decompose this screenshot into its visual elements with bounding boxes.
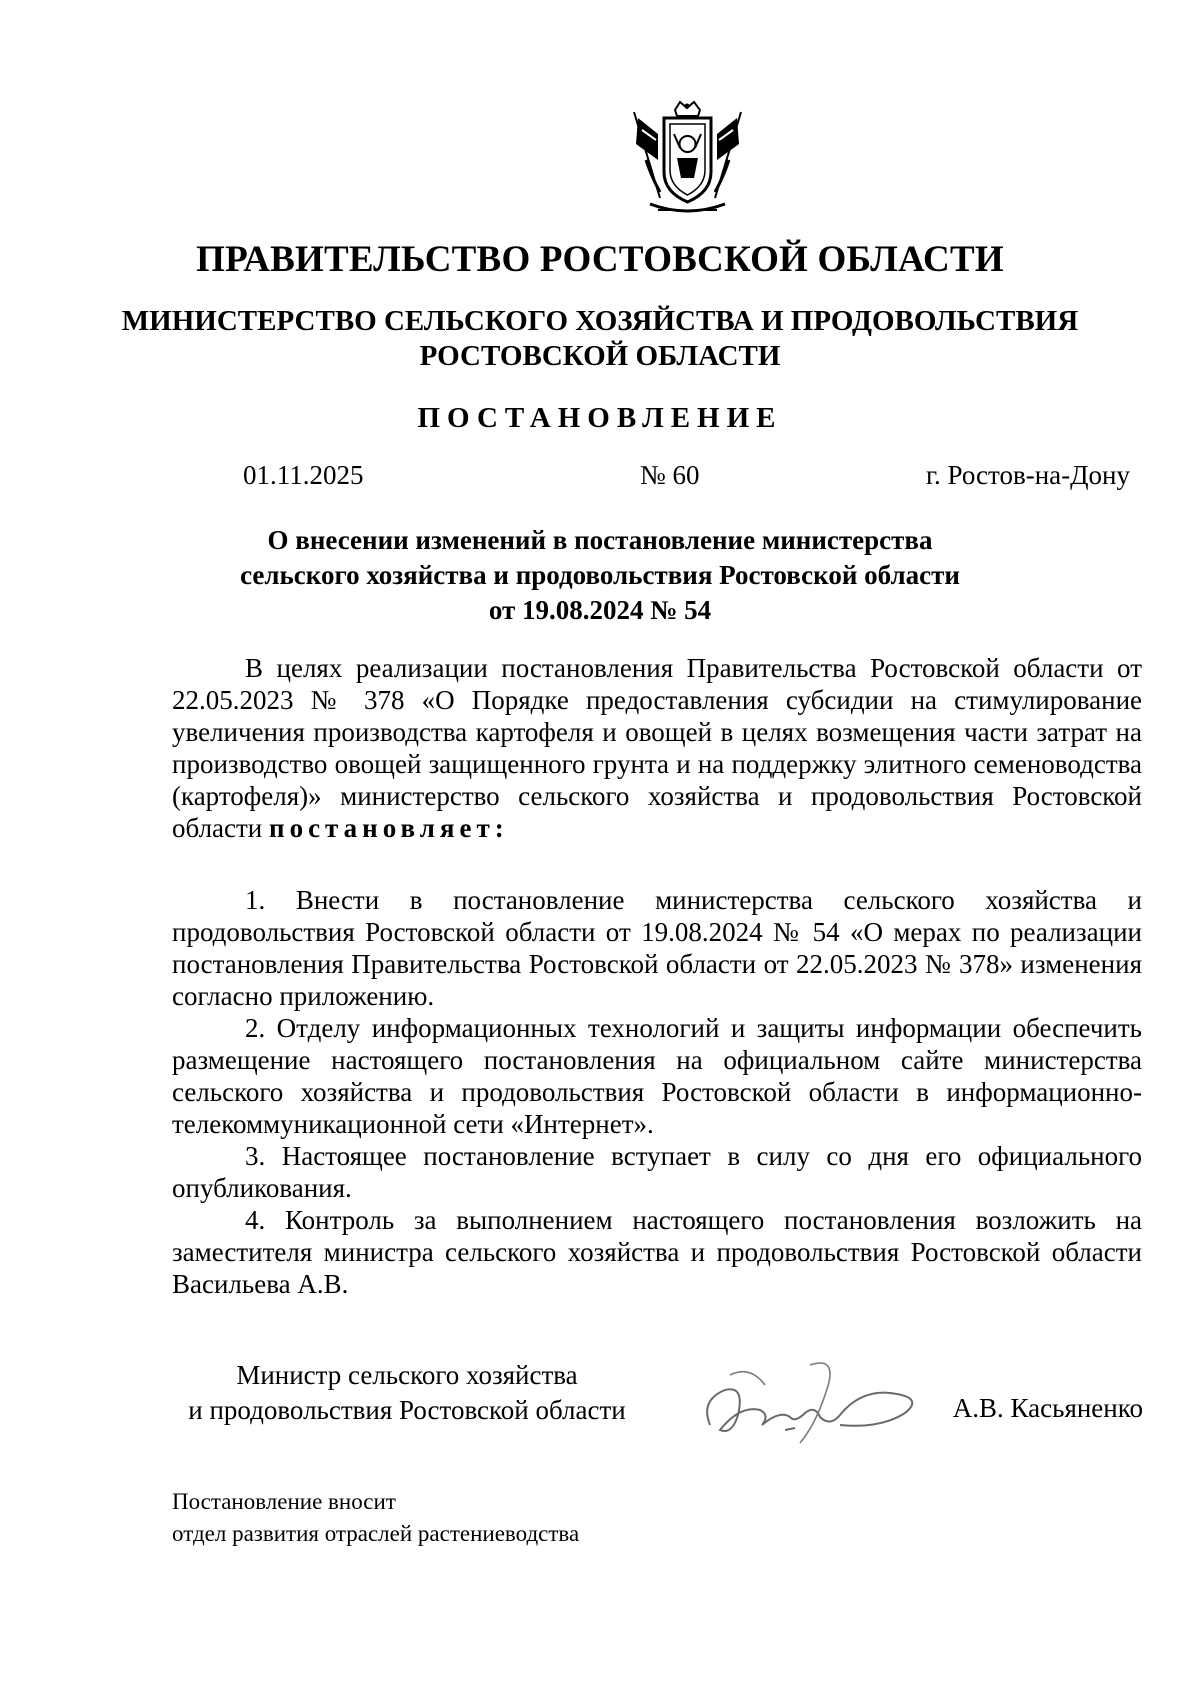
document-type: ПОСТАНОВЛЕНИЕ: [417, 402, 783, 434]
subject-line-2: сельского хозяйства и продовольствия Ростовской области: [240, 560, 960, 590]
preamble: [172, 652, 1142, 844]
footer-note-line-2: отдел развития отраслей растениеводства: [172, 1521, 580, 1546]
government-title: ПРАВИТЕЛЬСТВО РОСТОВСКОЙ ОБЛАСТИ: [196, 239, 1004, 280]
decree-items: [172, 884, 1142, 1300]
ministry-name: [0, 304, 1200, 374]
subject-line-1: О внесении изменений в постановление министерства: [267, 525, 933, 555]
document-date: 01.11.2025: [243, 460, 364, 490]
footer-note-line-1: Постановление вносит: [172, 1489, 396, 1514]
preamble-paragraph: [172, 652, 1142, 844]
document-subject: [150, 523, 1050, 628]
ministry-name-line-2: РОСТОВСКОЙ ОБЛАСТИ: [419, 340, 781, 372]
decree-item-2: 2. Отделу информационных технологий и защиты информации обеспечить размещение настоящего постановления на официальном сайте министерства сельского хозяйства и продовольствия Ростовской области в информационно-телекоммуникационной сети «Интернет».: [172, 1013, 1142, 1139]
handwritten-signature: [690, 1355, 930, 1450]
signatory-name: А.В. Касьяненко: [952, 1393, 1143, 1423]
document-number: № 60: [640, 460, 700, 490]
signatory-position-line-1: Министр сельского хозяйства: [236, 1360, 578, 1390]
decree-item-3: 3. Настоящее постановление вступает в силу со дня его официального опубликования.: [172, 1141, 1142, 1203]
document-city: г. Ростов-на-Дону: [925, 460, 1130, 490]
footer-note: [172, 1486, 579, 1550]
signatory-position-line-2: и продовольствия Ростовской области: [188, 1395, 626, 1425]
preamble-text: В целях реализации постановления Правительства Ростовской области от 22.05.2023 № 378 «О Порядке предоставления субсидии на стимулирование увеличения производства картофеля и овощей в целях возмещения части затрат на производство овощей защищенного грунта и на поддержку элитного семеноводства (картофеля)» министерство сельского хозяйства и продовольствия Ростовской области: [172, 653, 1142, 843]
decree-item-4: 4. Контроль за выполнением настоящего постановления возложить на заместителя министра сельского хозяйства и продовольствия Ростовской области Васильева А.В.: [172, 1205, 1142, 1299]
decree-word: постановляет:: [269, 813, 509, 843]
subject-line-3: от 19.08.2024 № 54: [488, 595, 712, 625]
signatory-position: [172, 1358, 642, 1428]
coat-of-arms-emblem: [630, 100, 745, 220]
ministry-name-line-1: МИНИСТЕРСТВО СЕЛЬСКОГО ХОЗЯЙСТВА И ПРОДОВОЛЬСТВИЯ: [121, 305, 1079, 337]
decree-item-1: 1. Внести в постановление министерства сельского хозяйства и продовольствия Ростовской области от 19.08.2024 № 54 «О мерах по реализации постановления Правительства Ростовской области от 22.05.2023 № 378» изменения согласно приложению.: [172, 885, 1142, 1011]
